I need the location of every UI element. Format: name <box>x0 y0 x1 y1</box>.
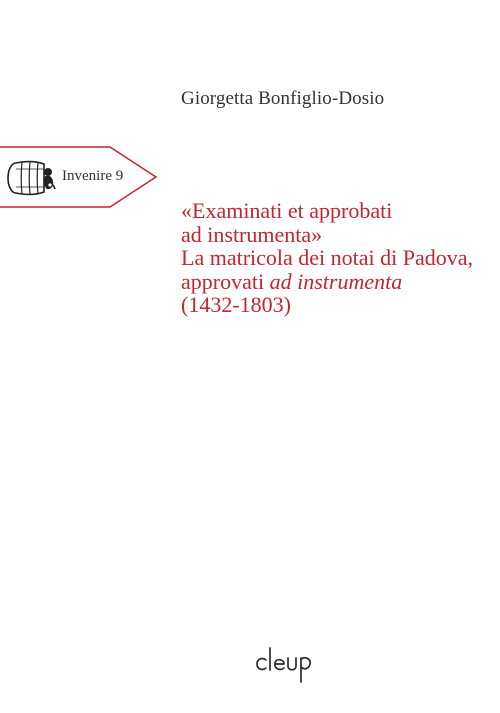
title-line-5: (1432-1803) <box>181 292 291 317</box>
title-line-2: ad instrumenta» <box>181 221 323 247</box>
cleup-logo <box>255 646 321 686</box>
title-line-4-italic: ad instrumenta <box>269 268 403 294</box>
title-line-1: «Examinati et approbati <box>181 198 393 223</box>
author-name: Giorgetta Bonfiglio-Dosio <box>181 88 385 109</box>
series-name: Invenire 9 <box>62 168 124 184</box>
book-title <box>181 199 491 317</box>
barrel-icon <box>4 159 56 197</box>
title-line-4-regular: approvati <box>181 268 270 294</box>
series-tag <box>0 146 160 208</box>
title-line-3: La matricola dei notai di Padova, <box>181 245 474 270</box>
title-line-4 <box>181 270 491 294</box>
